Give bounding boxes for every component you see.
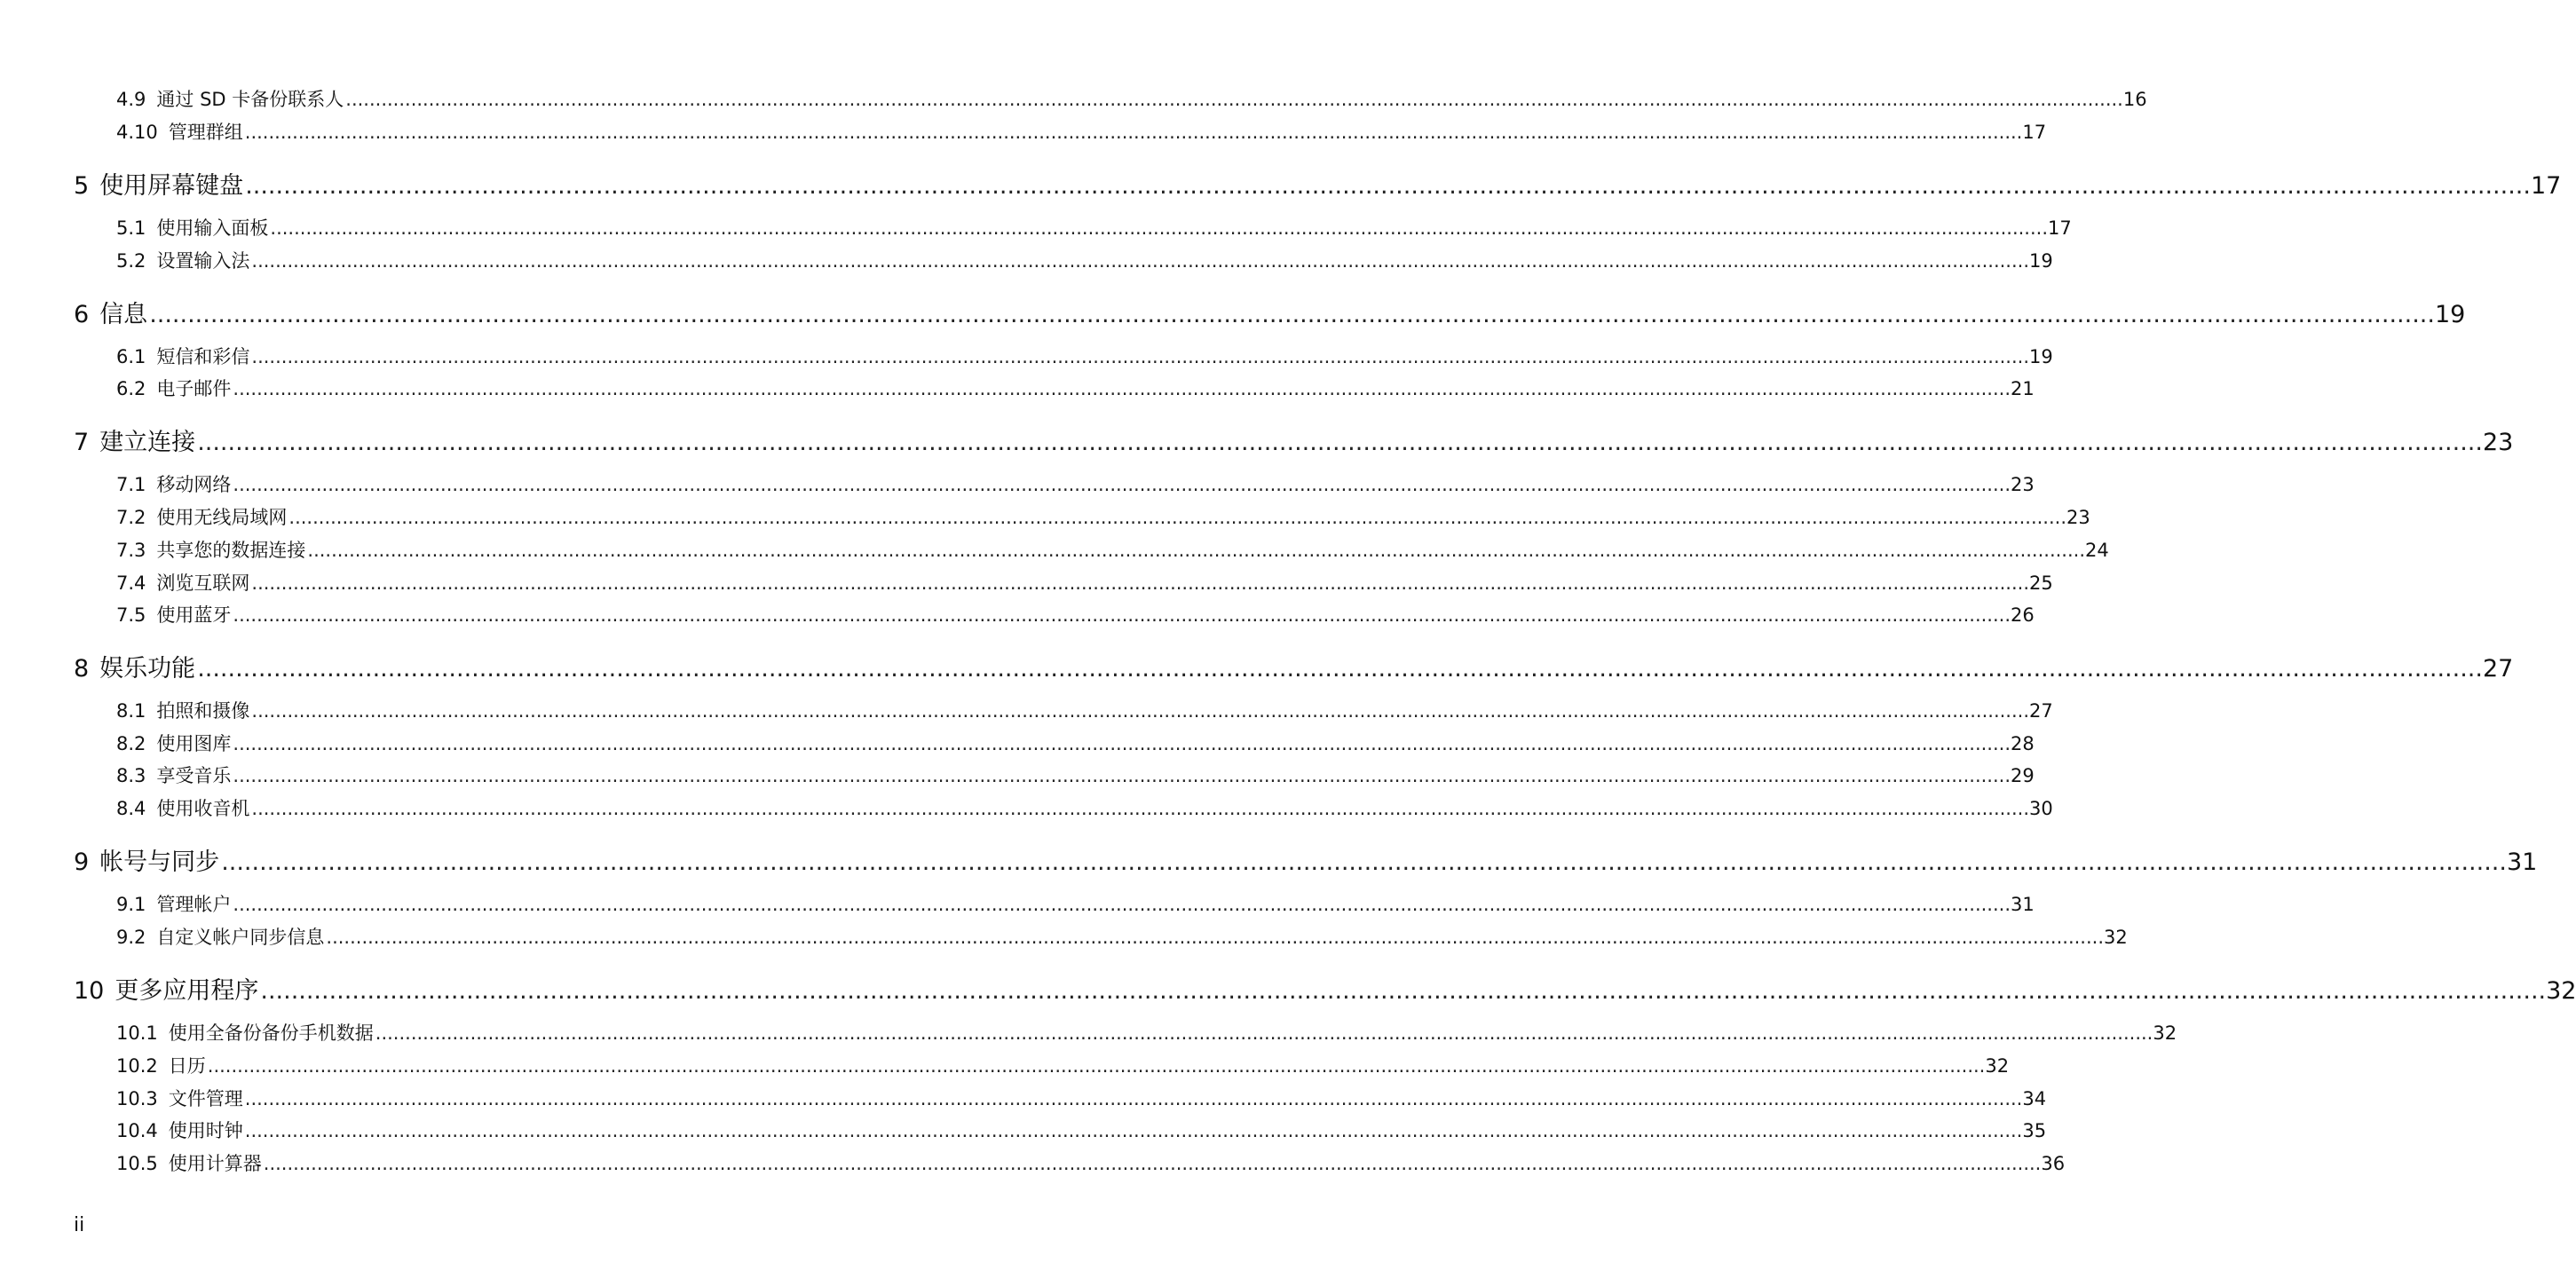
toc-entry-number: 6 bbox=[74, 301, 90, 328]
toc-entry-title: 文件管理 bbox=[168, 1088, 243, 1109]
toc-section-entry[interactable] bbox=[116, 375, 2035, 401]
toc-leader-dots: ............................................................................................................................................................................................................................................................................................................ bbox=[307, 540, 2085, 561]
toc-leader-dots: ............................................................................................................................................................................................................................................................................................................ bbox=[149, 301, 2435, 328]
toc-entry-title: 娱乐功能 bbox=[99, 655, 196, 683]
toc-entry-title: 设置输入法 bbox=[156, 250, 250, 272]
toc-entry-page: 19 bbox=[2434, 301, 2466, 328]
toc-entry-page: 32 bbox=[2153, 1022, 2177, 1044]
toc-entry-page: 31 bbox=[2011, 894, 2035, 915]
toc-section-entry[interactable] bbox=[116, 470, 2035, 497]
toc-leader-dots: ............................................................................................................................................................................................................................................................................................................ bbox=[251, 798, 2029, 819]
toc-leader-dots: ............................................................................................................................................................................................................................................................................................................ bbox=[233, 604, 2011, 626]
toc-chapter-entry[interactable] bbox=[74, 971, 2576, 1005]
toc-entry-number: 8.4 bbox=[116, 798, 146, 819]
toc-entry-page: 36 bbox=[2041, 1153, 2066, 1174]
toc-entry-number: 9.2 bbox=[116, 927, 146, 948]
toc-section-entry[interactable] bbox=[116, 343, 2053, 369]
toc-entry-number: 9 bbox=[74, 849, 90, 876]
toc-leader-dots: ............................................................................................................................................................................................................................................................................................................ bbox=[233, 765, 2011, 786]
toc-entry-title: 使用蓝牙 bbox=[156, 604, 232, 626]
toc-entry-number: 7.2 bbox=[116, 507, 146, 528]
toc-entry-number: 8 bbox=[74, 655, 90, 683]
toc-leader-dots: ............................................................................................................................................................................................................................................................................................................ bbox=[197, 655, 2483, 683]
toc-section-entry[interactable] bbox=[116, 118, 2047, 145]
toc-entry-title: 信息 bbox=[99, 301, 148, 328]
toc-entry-title: 使用图库 bbox=[156, 733, 232, 754]
toc-entry-number: 7.3 bbox=[116, 540, 146, 561]
toc-leader-dots: ............................................................................................................................................................................................................................................................................................................ bbox=[244, 1120, 2023, 1141]
toc-section-entry[interactable] bbox=[116, 1149, 2066, 1176]
toc-section-entry[interactable] bbox=[116, 1019, 2177, 1046]
toc-section-entry[interactable] bbox=[116, 1117, 2047, 1143]
toc-section-entry[interactable] bbox=[116, 569, 2053, 596]
toc-leader-dots: ............................................................................................................................................................................................................................................................................................................ bbox=[207, 1055, 1986, 1077]
toc-leader-dots: ............................................................................................................................................................................................................................................................................................................ bbox=[251, 250, 2029, 272]
toc-entry-number: 8.2 bbox=[116, 733, 146, 754]
toc-entry-title: 管理帐户 bbox=[156, 894, 232, 915]
toc-entry-title: 更多应用程序 bbox=[115, 977, 259, 1005]
toc-section-entry[interactable] bbox=[116, 794, 2053, 821]
toc-leader-dots: ............................................................................................................................................................................................................................................................................................................ bbox=[244, 122, 2023, 143]
toc-leader-dots: ............................................................................................................................................................................................................................................................................................................ bbox=[221, 849, 2507, 876]
toc-section-entry[interactable] bbox=[116, 536, 2109, 563]
toc-entry-title: 浏览互联网 bbox=[156, 572, 250, 594]
toc-leader-dots: ............................................................................................................................................................................................................................................................................................................ bbox=[245, 172, 2531, 200]
toc-chapter-entry[interactable] bbox=[74, 842, 2538, 876]
toc-entry-page: 30 bbox=[2029, 798, 2053, 819]
toc-entry-page: 34 bbox=[2022, 1088, 2047, 1109]
toc-entry-page: 32 bbox=[2546, 977, 2576, 1005]
toc-chapter-entry[interactable] bbox=[74, 295, 2466, 328]
toc-leader-dots: ............................................................................................................................................................................................................................................................................................................ bbox=[251, 700, 2029, 722]
toc-entry-number: 7.1 bbox=[116, 474, 146, 495]
toc-section-entry[interactable] bbox=[116, 1052, 2010, 1078]
toc-entry-title: 电子邮件 bbox=[156, 378, 232, 399]
toc-leader-dots: ............................................................................................................................................................................................................................................................................................................ bbox=[233, 474, 2011, 495]
toc-entry-number: 9.1 bbox=[116, 894, 146, 915]
toc-entry-page: 16 bbox=[2122, 89, 2147, 110]
toc-section-entry[interactable] bbox=[116, 247, 2053, 273]
toc-entry-page: 32 bbox=[2104, 927, 2128, 948]
toc-entry-number: 6.1 bbox=[116, 346, 146, 367]
toc-section-entry[interactable] bbox=[116, 1085, 2047, 1111]
toc-section-entry[interactable] bbox=[116, 697, 2053, 723]
toc-section-entry[interactable] bbox=[116, 762, 2035, 788]
toc-entry-number: 6.2 bbox=[116, 378, 146, 399]
toc-entry-page: 28 bbox=[2011, 733, 2035, 754]
toc-entry-number: 10.3 bbox=[116, 1088, 158, 1109]
toc-entry-number: 5.1 bbox=[116, 217, 146, 239]
toc-entry-number: 8.3 bbox=[116, 765, 146, 786]
toc-entry-page: 17 bbox=[2022, 122, 2047, 143]
toc-section-entry[interactable] bbox=[116, 503, 2090, 530]
toc-entry-number: 10.4 bbox=[116, 1120, 158, 1141]
toc-leader-dots: ............................................................................................................................................................................................................................................................................................................ bbox=[345, 89, 2123, 110]
page-number: ii bbox=[74, 1214, 85, 1236]
toc-entry-page: 27 bbox=[2482, 655, 2514, 683]
toc-entry-number: 7.5 bbox=[116, 604, 146, 626]
toc-entry-title: 使用计算器 bbox=[168, 1153, 262, 1174]
toc-entry-title: 帐号与同步 bbox=[99, 849, 220, 876]
toc-section-entry[interactable] bbox=[116, 890, 2035, 917]
toc-chapter-entry[interactable] bbox=[74, 649, 2514, 683]
toc-entry-page: 32 bbox=[1985, 1055, 2010, 1077]
toc-entry-page: 19 bbox=[2029, 346, 2053, 367]
toc-entry-number: 10.5 bbox=[116, 1153, 158, 1174]
toc-entry-page: 17 bbox=[2530, 172, 2562, 200]
toc-entry-page: 26 bbox=[2011, 604, 2035, 626]
toc-entry-title: 自定义帐户同步信息 bbox=[156, 927, 325, 948]
toc-entry-title: 使用屏幕键盘 bbox=[99, 172, 244, 200]
toc-entry-page: 23 bbox=[2011, 474, 2035, 495]
toc-entry-number: 7.4 bbox=[116, 572, 146, 594]
toc-leader-dots: ............................................................................................................................................................................................................................................................................................................ bbox=[260, 977, 2547, 1005]
toc-entry-title: 使用时钟 bbox=[168, 1120, 243, 1141]
toc-leader-dots: ............................................................................................................................................................................................................................................................................................................ bbox=[270, 217, 2048, 239]
toc-entry-page: 24 bbox=[2085, 540, 2109, 561]
toc-entry-title: 享受音乐 bbox=[156, 765, 232, 786]
toc-entry-page: 27 bbox=[2029, 700, 2053, 722]
toc-chapter-entry[interactable] bbox=[74, 422, 2514, 456]
toc-entry-number: 10.1 bbox=[116, 1022, 158, 1044]
toc-leader-dots: ............................................................................................................................................................................................................................................................................................................ bbox=[244, 1088, 2023, 1109]
toc-entry-title: 通过 SD 卡备份联系人 bbox=[156, 89, 344, 110]
toc-entry-title: 拍照和摄像 bbox=[156, 700, 250, 722]
toc-leader-dots: ............................................................................................................................................................................................................................................................................................................ bbox=[233, 894, 2011, 915]
toc-entry-page: 23 bbox=[2482, 429, 2514, 456]
toc-leader-dots: ............................................................................................................................................................................................................................................................................................................ bbox=[375, 1022, 2153, 1044]
toc-entry-title: 短信和彩信 bbox=[156, 346, 250, 367]
toc-chapter-entry[interactable] bbox=[74, 166, 2562, 200]
toc-entry-number: 4.9 bbox=[116, 89, 146, 110]
toc-entry-number: 4.10 bbox=[116, 122, 158, 143]
toc-entry-page: 29 bbox=[2011, 765, 2035, 786]
toc-leader-dots: ............................................................................................................................................................................................................................................................................................................ bbox=[263, 1153, 2042, 1174]
toc-section-entry[interactable] bbox=[116, 214, 2072, 241]
toc-entry-title: 使用全备份备份手机数据 bbox=[168, 1022, 374, 1044]
toc-leader-dots: ............................................................................................................................................................................................................................................................................................................ bbox=[197, 429, 2483, 456]
toc-entry-page: 25 bbox=[2029, 572, 2053, 594]
toc-entry-number: 10.2 bbox=[116, 1055, 158, 1077]
toc-leader-dots: ............................................................................................................................................................................................................................................................................................................ bbox=[251, 572, 2029, 594]
toc-entry-title: 使用输入面板 bbox=[156, 217, 269, 239]
toc-entry-title: 移动网络 bbox=[156, 474, 232, 495]
toc-entry-title: 使用无线局域网 bbox=[156, 507, 288, 528]
toc-entry-number: 10 bbox=[74, 977, 105, 1005]
toc-entry-title: 使用收音机 bbox=[156, 798, 250, 819]
toc-entry-number: 5.2 bbox=[116, 250, 146, 272]
toc-entry-number: 5 bbox=[74, 172, 90, 200]
toc-entry-number: 8.1 bbox=[116, 700, 146, 722]
toc-entry-title: 建立连接 bbox=[99, 429, 196, 456]
toc-entry-page: 21 bbox=[2011, 378, 2035, 399]
toc-leader-dots: ............................................................................................................................................................................................................................................................................................................ bbox=[233, 378, 2011, 399]
toc-section-entry[interactable] bbox=[116, 730, 2035, 756]
toc-entry-page: 17 bbox=[2048, 217, 2072, 239]
toc-section-entry[interactable] bbox=[116, 85, 2147, 112]
toc-leader-dots: ............................................................................................................................................................................................................................................................................................................ bbox=[288, 507, 2066, 528]
toc-entry-number: 7 bbox=[74, 429, 90, 456]
toc-section-entry[interactable] bbox=[116, 601, 2035, 628]
toc-section-entry[interactable] bbox=[116, 923, 2128, 950]
toc-entry-page: 31 bbox=[2506, 849, 2538, 876]
toc-entry-page: 35 bbox=[2022, 1120, 2047, 1141]
toc-entry-page: 19 bbox=[2029, 250, 2053, 272]
toc-leader-dots: ............................................................................................................................................................................................................................................................................................................ bbox=[326, 927, 2104, 948]
toc-entry-title: 共享您的数据连接 bbox=[156, 540, 306, 561]
toc-entry-title: 日历 bbox=[168, 1055, 206, 1077]
toc-leader-dots: ............................................................................................................................................................................................................................................................................................................ bbox=[251, 346, 2029, 367]
toc-entry-title: 管理群组 bbox=[168, 122, 243, 143]
toc-entry-page: 23 bbox=[2066, 507, 2090, 528]
toc-leader-dots: ............................................................................................................................................................................................................................................................................................................ bbox=[233, 733, 2011, 754]
